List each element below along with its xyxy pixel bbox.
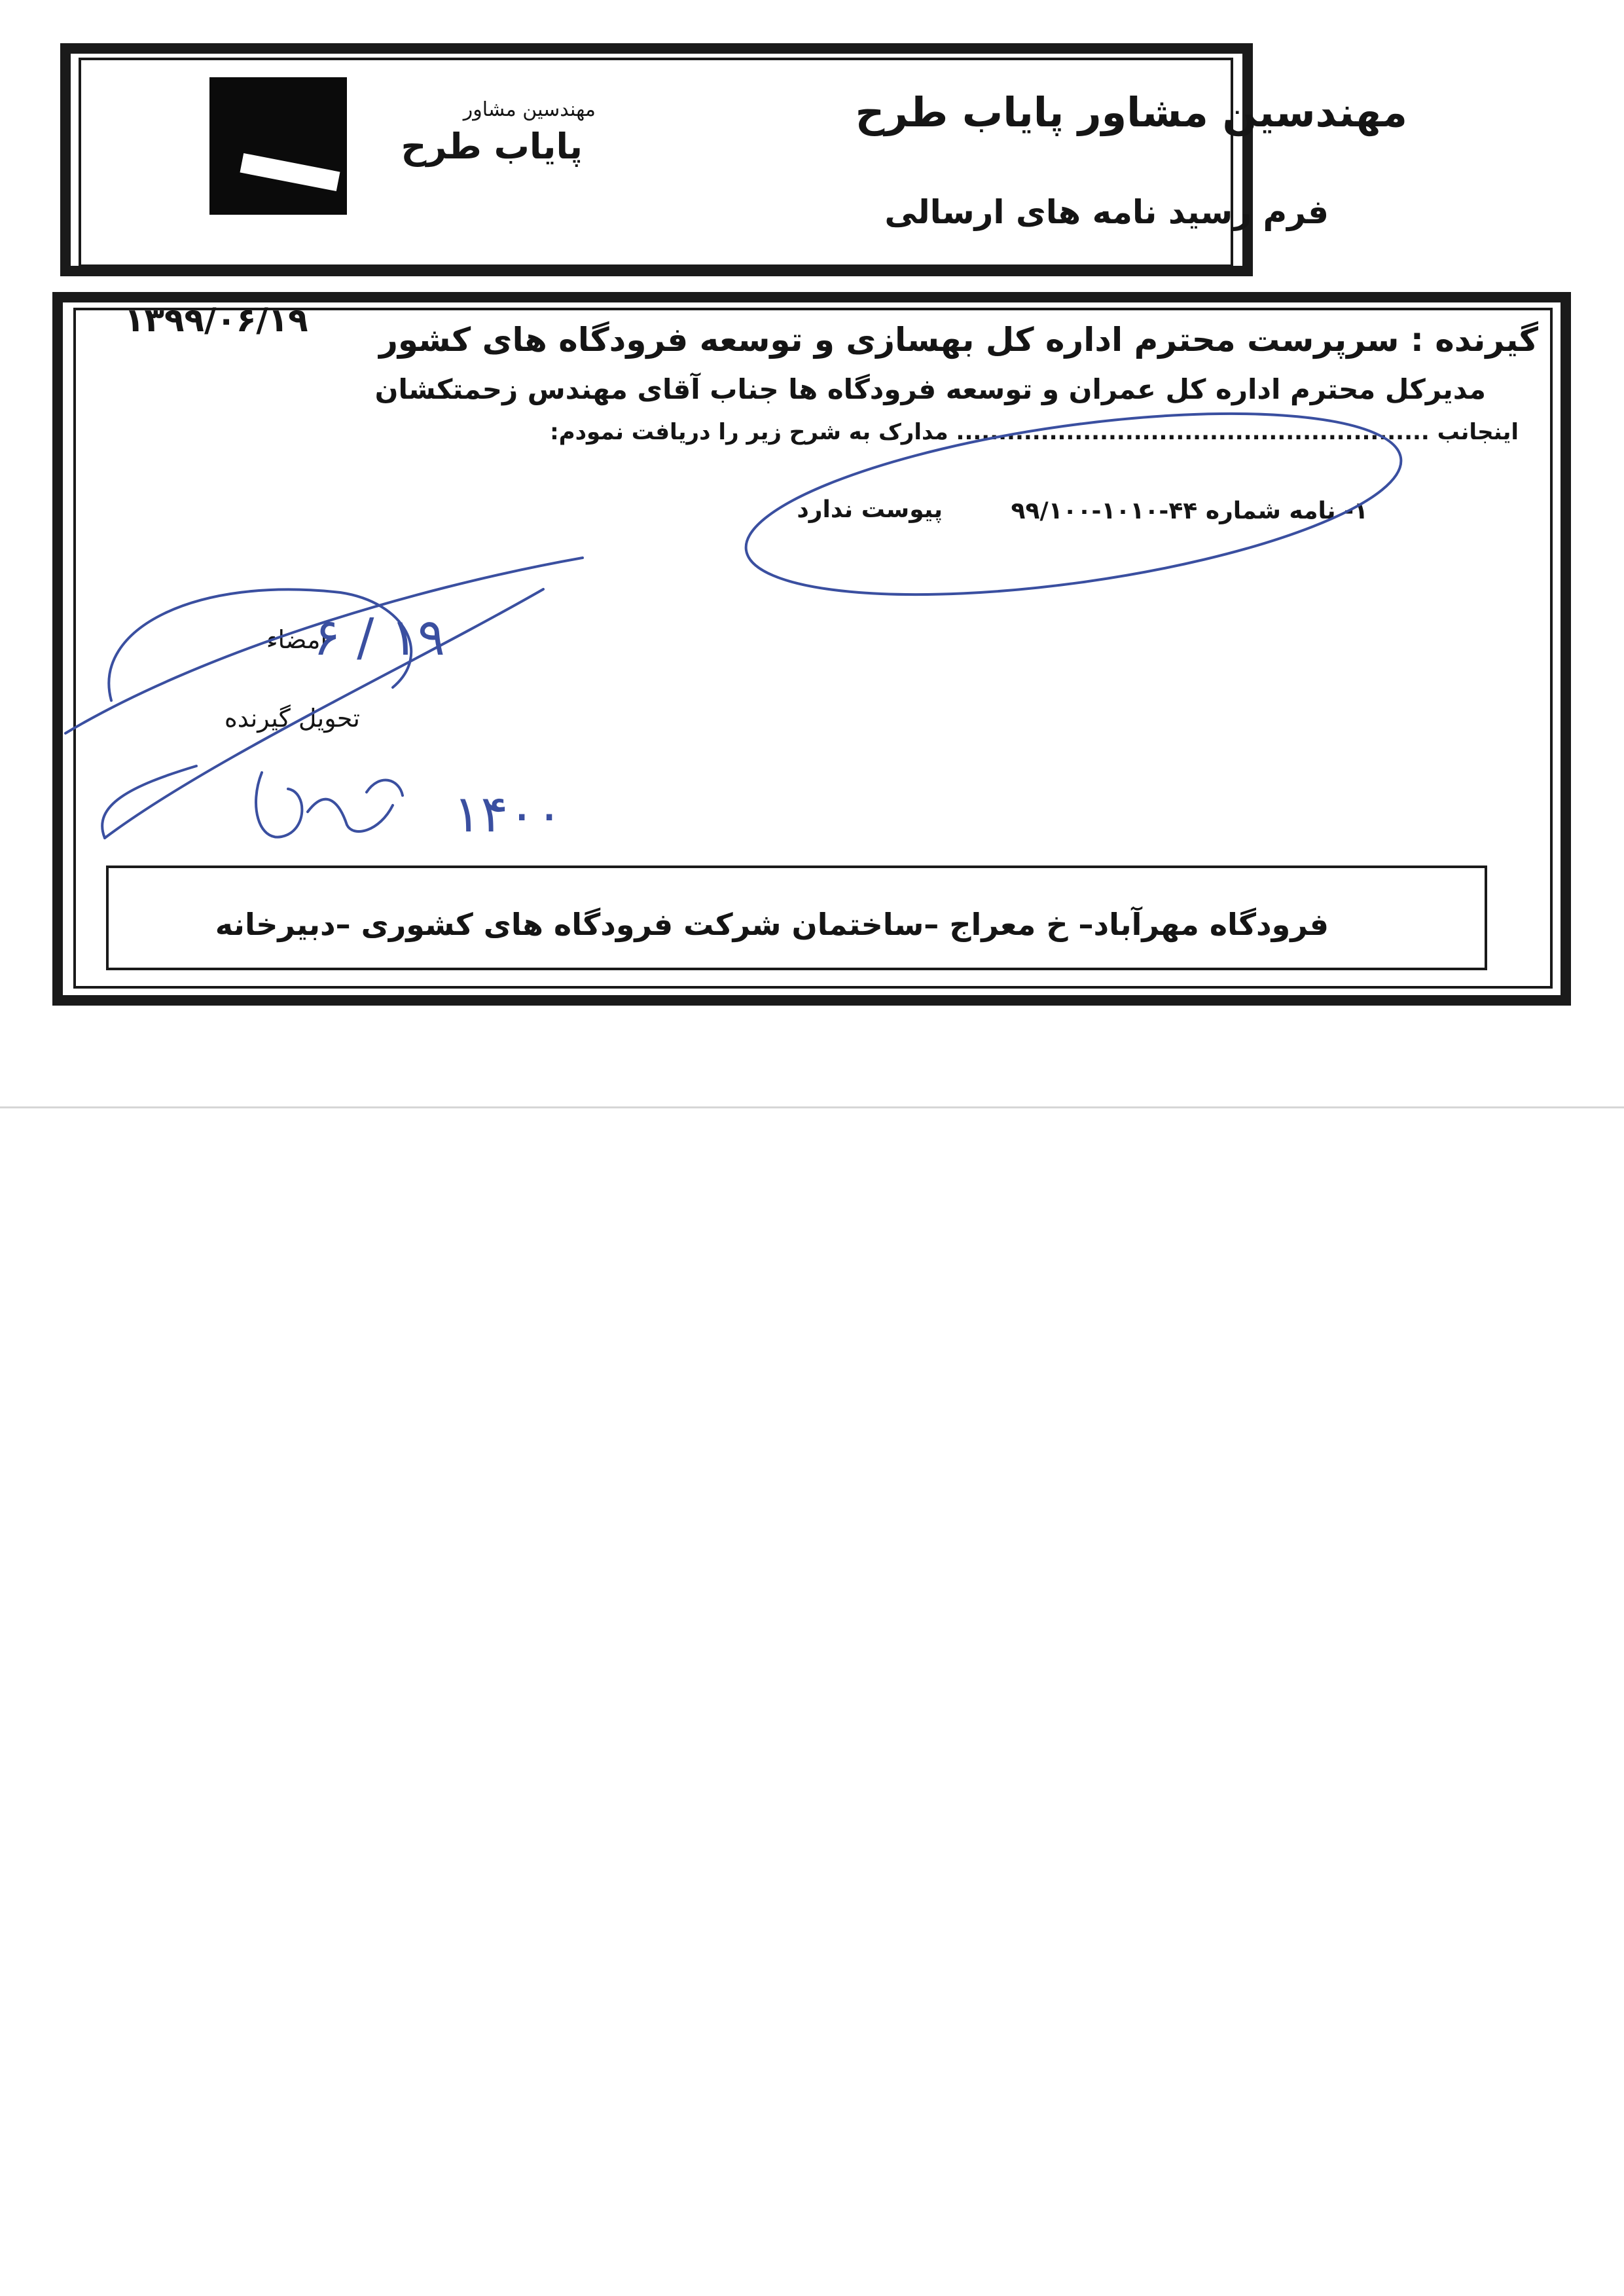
- footer-address: فرودگاه مهرآباد– خ معراج –ساختمان شرکت فرودگاه های کشوری –دبیرخانه: [215, 907, 1329, 942]
- scan-edge-divider: [0, 1106, 1624, 1108]
- item-1-attachment-note: پیوست ندارد: [797, 496, 943, 523]
- recipient-line-2: مدیرکل محترم اداره کل عمران و توسعه فرودگاه ها جناب آقای مهندس زحمتکشان: [374, 373, 1486, 405]
- ink-signature-leaf-curve: [102, 766, 196, 838]
- company-title: مهندسین مشاور پایاب طرح: [855, 88, 1407, 136]
- logo-large-text: پایاب طرح: [401, 126, 583, 167]
- sender-line: اینجانب ........................................................ مدارک به شرح زیر را دریافت نمودم:: [550, 419, 1519, 445]
- handwritten-date-day-month: ۱۹ / ۶: [313, 608, 445, 667]
- receiver-label: تحویل گیرنده: [224, 704, 360, 733]
- ink-signature-scribble: [256, 773, 403, 837]
- item-1-letter-number: ۱- نامه شماره ۴۴-۱۰۱۰-۹۹/۱۰۰: [1011, 498, 1368, 524]
- form-title: فرم رسید نامه های ارسالی: [884, 193, 1329, 231]
- ink-oval-item: [735, 380, 1412, 628]
- logo-small-text: مهندسین مشاور: [463, 98, 596, 121]
- letter-date: ۱۳۹۹/۰۶/۱۹: [124, 301, 308, 339]
- recipient-line: گیرنده : سرپرست محترم اداره کل بهسازی و توسعه فرودگاه های کشور: [379, 321, 1538, 359]
- signature-label: امضاء: [266, 625, 327, 654]
- handwritten-year: ۱۴۰۰: [453, 785, 563, 844]
